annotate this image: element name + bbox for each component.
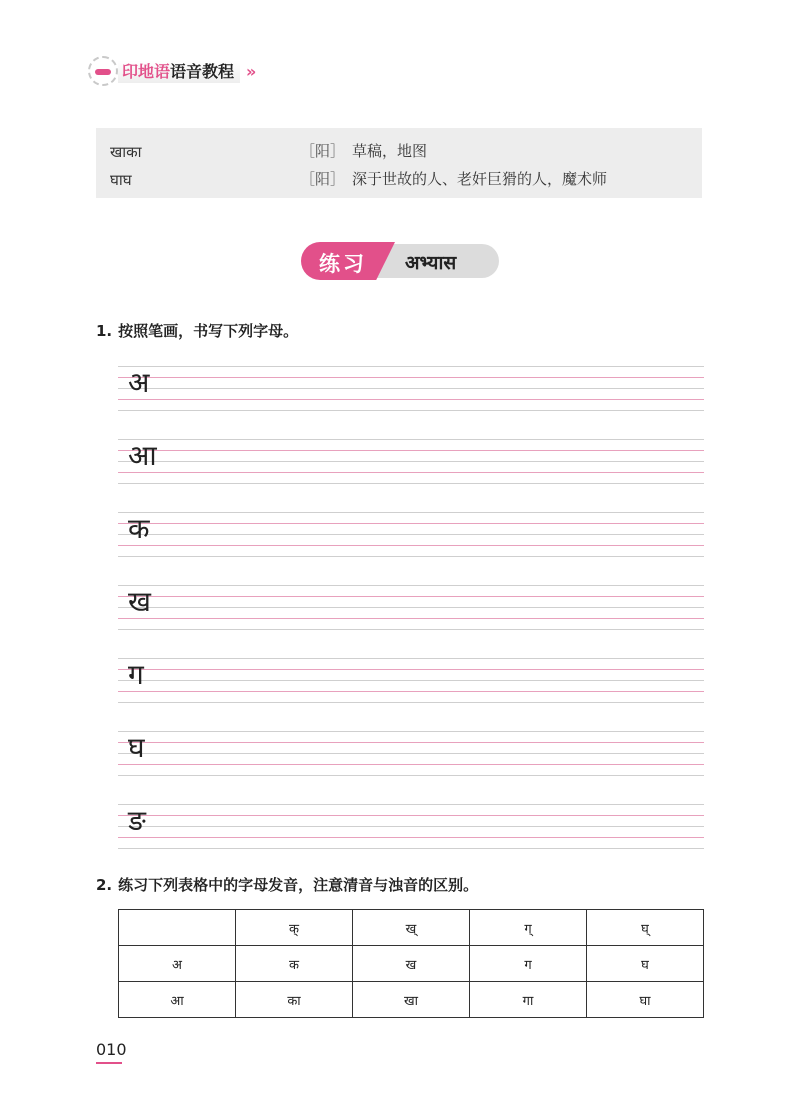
practice-letter: अ xyxy=(128,366,150,399)
writing-line-group xyxy=(118,644,704,714)
guide-line xyxy=(118,410,704,411)
vocab-entry xyxy=(110,166,690,192)
exercise-2-title xyxy=(96,874,478,895)
practice-letter: घ xyxy=(128,731,145,764)
exercise-banner xyxy=(301,242,499,280)
practice-letter: ङ xyxy=(128,804,146,837)
guide-line xyxy=(118,388,704,389)
banner-hindi-label: अभ्यास xyxy=(405,252,457,274)
guide-line xyxy=(118,450,704,451)
table-cell: क xyxy=(236,946,353,982)
table-cell: ग् xyxy=(470,910,587,946)
table-cell: ग xyxy=(470,946,587,982)
table-cell: खा xyxy=(353,982,470,1018)
writing-line-group xyxy=(118,717,704,787)
practice-letter: आ xyxy=(128,439,157,472)
guide-line xyxy=(118,702,704,703)
guide-line xyxy=(118,815,704,816)
practice-letter: ख xyxy=(128,585,151,618)
table-cell: ख xyxy=(353,946,470,982)
guide-line xyxy=(118,483,704,484)
table-row xyxy=(119,946,704,982)
vocab-meaning: 草稿，地图 xyxy=(352,142,428,160)
book-title xyxy=(118,61,240,83)
guide-line xyxy=(118,377,704,378)
guide-line xyxy=(118,804,704,805)
guide-line xyxy=(118,658,704,659)
practice-letter: क xyxy=(128,512,150,545)
table-cell: घ् xyxy=(587,910,704,946)
guide-line xyxy=(118,472,704,473)
running-header xyxy=(88,56,288,90)
writing-line-group xyxy=(118,352,704,422)
book-logo-icon xyxy=(88,56,118,86)
exercise-instruction: 练习下列表格中的字母发音，注意清音与浊音的区别。 xyxy=(118,876,479,894)
guide-line xyxy=(118,691,704,692)
writing-line-group xyxy=(118,425,704,495)
guide-line xyxy=(118,826,704,827)
guide-line xyxy=(118,439,704,440)
writing-line-group xyxy=(118,571,704,641)
table-row xyxy=(119,982,704,1018)
table-cell: आ xyxy=(119,982,236,1018)
book-title-rest: 语音教程 xyxy=(170,62,235,81)
table-cell: का xyxy=(236,982,353,1018)
guide-line xyxy=(118,669,704,670)
table-cell: घ xyxy=(587,946,704,982)
guide-line xyxy=(118,585,704,586)
vocab-word: खाका xyxy=(110,143,142,161)
practice-letter: ग xyxy=(128,658,144,691)
guide-line xyxy=(118,607,704,608)
guide-line xyxy=(118,680,704,681)
table-cell: ख् xyxy=(353,910,470,946)
vocab-part-of-speech: ［阳］ xyxy=(300,142,346,160)
guide-line xyxy=(118,556,704,557)
writing-line-group xyxy=(118,790,704,860)
guide-line xyxy=(118,753,704,754)
guide-line xyxy=(118,512,704,513)
exercise-instruction: 按照笔画，书写下列字母。 xyxy=(118,322,299,340)
guide-line xyxy=(118,523,704,524)
table-cell: घा xyxy=(587,982,704,1018)
guide-line xyxy=(118,742,704,743)
vocabulary-box xyxy=(96,128,702,198)
page-number-underline xyxy=(96,1062,122,1064)
page-number: 010 xyxy=(96,1040,127,1059)
guide-line xyxy=(118,764,704,765)
book-title-highlight: 印地语 xyxy=(122,62,171,81)
vocab-entry xyxy=(110,138,690,164)
table-cell: क् xyxy=(236,910,353,946)
exercise-number: 2. xyxy=(96,876,113,894)
table-cell: गा xyxy=(470,982,587,1018)
table-cell xyxy=(119,910,236,946)
guide-line xyxy=(118,618,704,619)
guide-line xyxy=(118,399,704,400)
pronunciation-table xyxy=(118,909,704,1018)
guide-line xyxy=(118,731,704,732)
guide-line xyxy=(118,629,704,630)
guide-line xyxy=(118,837,704,838)
double-chevron-icon: » xyxy=(246,62,257,81)
guide-line xyxy=(118,461,704,462)
table-cell: अ xyxy=(119,946,236,982)
guide-line xyxy=(118,534,704,535)
writing-practice-area xyxy=(118,352,704,862)
guide-line xyxy=(118,545,704,546)
guide-line xyxy=(118,366,704,367)
banner-chinese-label: 练习 xyxy=(319,252,367,276)
writing-line-group xyxy=(118,498,704,568)
table-row xyxy=(119,910,704,946)
vocab-part-of-speech: ［阳］ xyxy=(300,170,346,188)
vocab-word: घाघ xyxy=(110,171,132,189)
exercise-number: 1. xyxy=(96,322,113,340)
guide-line xyxy=(118,596,704,597)
vocab-meaning: 深于世故的人、老奸巨猾的人，魔术师 xyxy=(352,170,608,188)
guide-line xyxy=(118,775,704,776)
guide-line xyxy=(118,848,704,849)
exercise-1-title xyxy=(96,320,298,341)
